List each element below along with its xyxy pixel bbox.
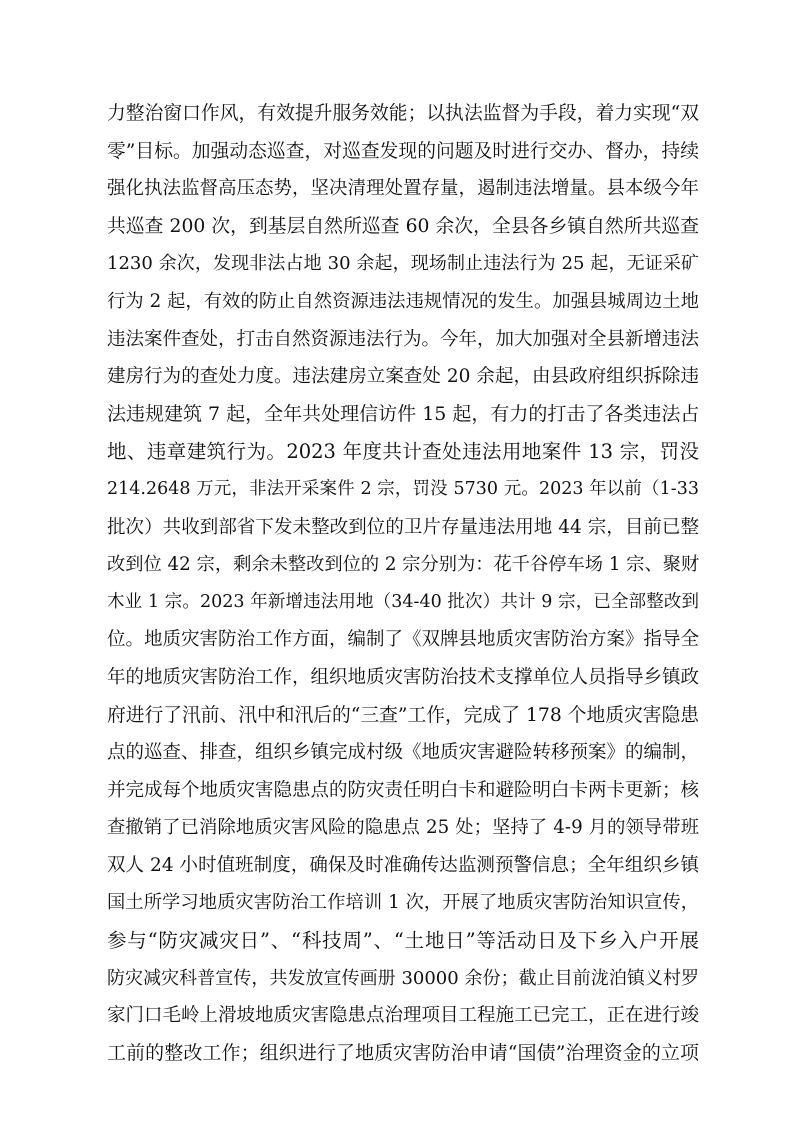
text-line-25: 家门口毛岭上滑坡地质灾害隐患点治理项目工程施工已完工，正在进行竣	[107, 1005, 700, 1027]
text-line-2: 零”目标。加强动态巡查，对巡查发现的问题及时进行交办、督办，持续	[107, 140, 699, 162]
text-line-8: 建房行为的查处力度。违法建房立案查处 20 余起，由县政府组织拆除违	[107, 366, 699, 388]
text-line-10: 地、违章建筑行为。2023 年度共计查处违法用地案件 13 宗，罚没	[107, 440, 699, 464]
text-line-23: 参与“防灾减灾日”、“科技周”、“土地日”等活动日及下乡入户开展	[107, 929, 699, 953]
text-line-19: 并完成每个地质灾害隐患点的防灾责任明白卡和避险明白卡两卡更新；核	[107, 779, 700, 801]
text-line-20: 查撤销了已消除地质灾害风险的隐患点 25 处；坚持了 4-9 月的领导带班	[107, 817, 699, 839]
body-text	[107, 95, 699, 1072]
text-line-24: 防灾减灾科普宣传，共发放宣传画册 30000 余份；截止目前泷泊镇义村罗	[107, 967, 699, 989]
text-line-3: 强化执法监督高压态势，坚决清理处置存量，遏制违法增量。县本级今年	[107, 178, 700, 200]
text-line-7: 违法案件查处，打击自然资源违法行为。今年，加大加强对全县新增违法	[107, 328, 700, 350]
text-line-18: 点的巡查、排查，组织乡镇完成村级《地质灾害避险转移预案》的编制，	[107, 742, 700, 764]
text-line-9: 法违规建筑 7 起，全年共处理信访件 15 起，有力的打击了各类违法占	[107, 402, 700, 425]
text-line-4: 共巡查 200 次，到基层自然所巡查 60 余次，全县各乡镇自然所共巡查	[107, 215, 699, 237]
text-line-17: 府进行了汛前、汛中和汛后的“三查”工作，完成了 178 个地质灾害隐患	[107, 704, 699, 726]
text-line-14: 木业 1 宗。2023 年新增违法用地（34-40 批次）共计 9 宗，已全部整改到	[107, 591, 699, 612]
text-line-22: 国土所学习地质灾害防治工作培训 1 次，开展了地质灾害防治知识宣传，	[107, 892, 699, 914]
text-line-11: 214.2648 万元，非法开采案件 2 宗，罚没 5730 元。2023 年以前（1-33	[107, 478, 699, 499]
text-line-5: 1230 余次，发现非法占地 30 余起，现场制止违法行为 25 起，无证采矿	[107, 253, 699, 275]
text-line-13: 改到位 42 宗，剩余未整改到位的 2 宗分别为：花千谷停车场 1 宗、聚财	[107, 554, 700, 576]
text-line-6: 行为 2 起，有效的防止自然资源违法违规情况的发生。加强县城周边土地	[107, 290, 699, 312]
text-line-12: 批次）共收到部省下发未整改到位的卫片存量违法用地 44 宗，目前已整	[107, 516, 699, 538]
text-line-26: 工前的整改工作；组织进行了地质灾害防治申请“国债”治理资金的立项	[107, 1041, 699, 1064]
text-line-21: 双人 24 小时值班制度，确保及时准确传达监测预警信息；全年组织乡镇	[107, 854, 699, 876]
text-line-15: 位。地质灾害防治工作方面，编制了《双牌县地质灾害防治方案》指导全	[107, 629, 700, 651]
text-line-16: 年的地质灾害防治工作，组织地质灾害防治技术支撑单位人员指导乡镇政	[107, 666, 700, 688]
text-line-1: 力整治窗口作风，有效提升服务效能；以执法监督为手段，着力实现“双	[107, 103, 699, 124]
